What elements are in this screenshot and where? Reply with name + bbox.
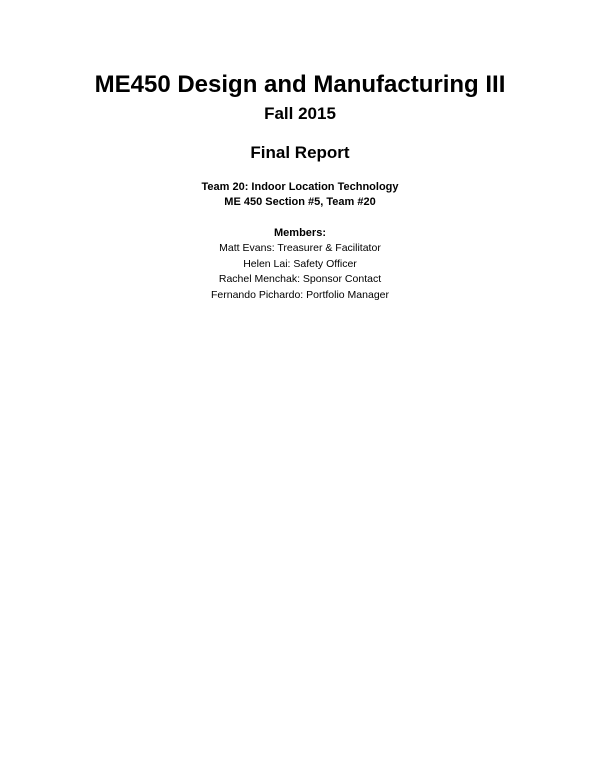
team-name-line: Team 20: Indoor Location Technology [201, 181, 399, 193]
members-heading: Members: [274, 227, 326, 239]
member-item: Matt Evans: Treasurer & Facilitator [219, 242, 381, 254]
member-item: Fernando Pichardo: Portfolio Manager [210, 288, 390, 301]
report-title: ME450 Design and Manufacturing III [94, 71, 506, 98]
members-list [0, 241, 600, 303]
report-term: Fall 2015 [264, 104, 336, 123]
team-section-line: ME 450 Section #5, Team #20 [224, 196, 376, 208]
member-item: Rachel Menchak: Sponsor Contact [218, 273, 382, 285]
member-item: Helen Lai: Safety Officer [243, 257, 357, 270]
report-type-heading: Final Report [250, 143, 350, 162]
